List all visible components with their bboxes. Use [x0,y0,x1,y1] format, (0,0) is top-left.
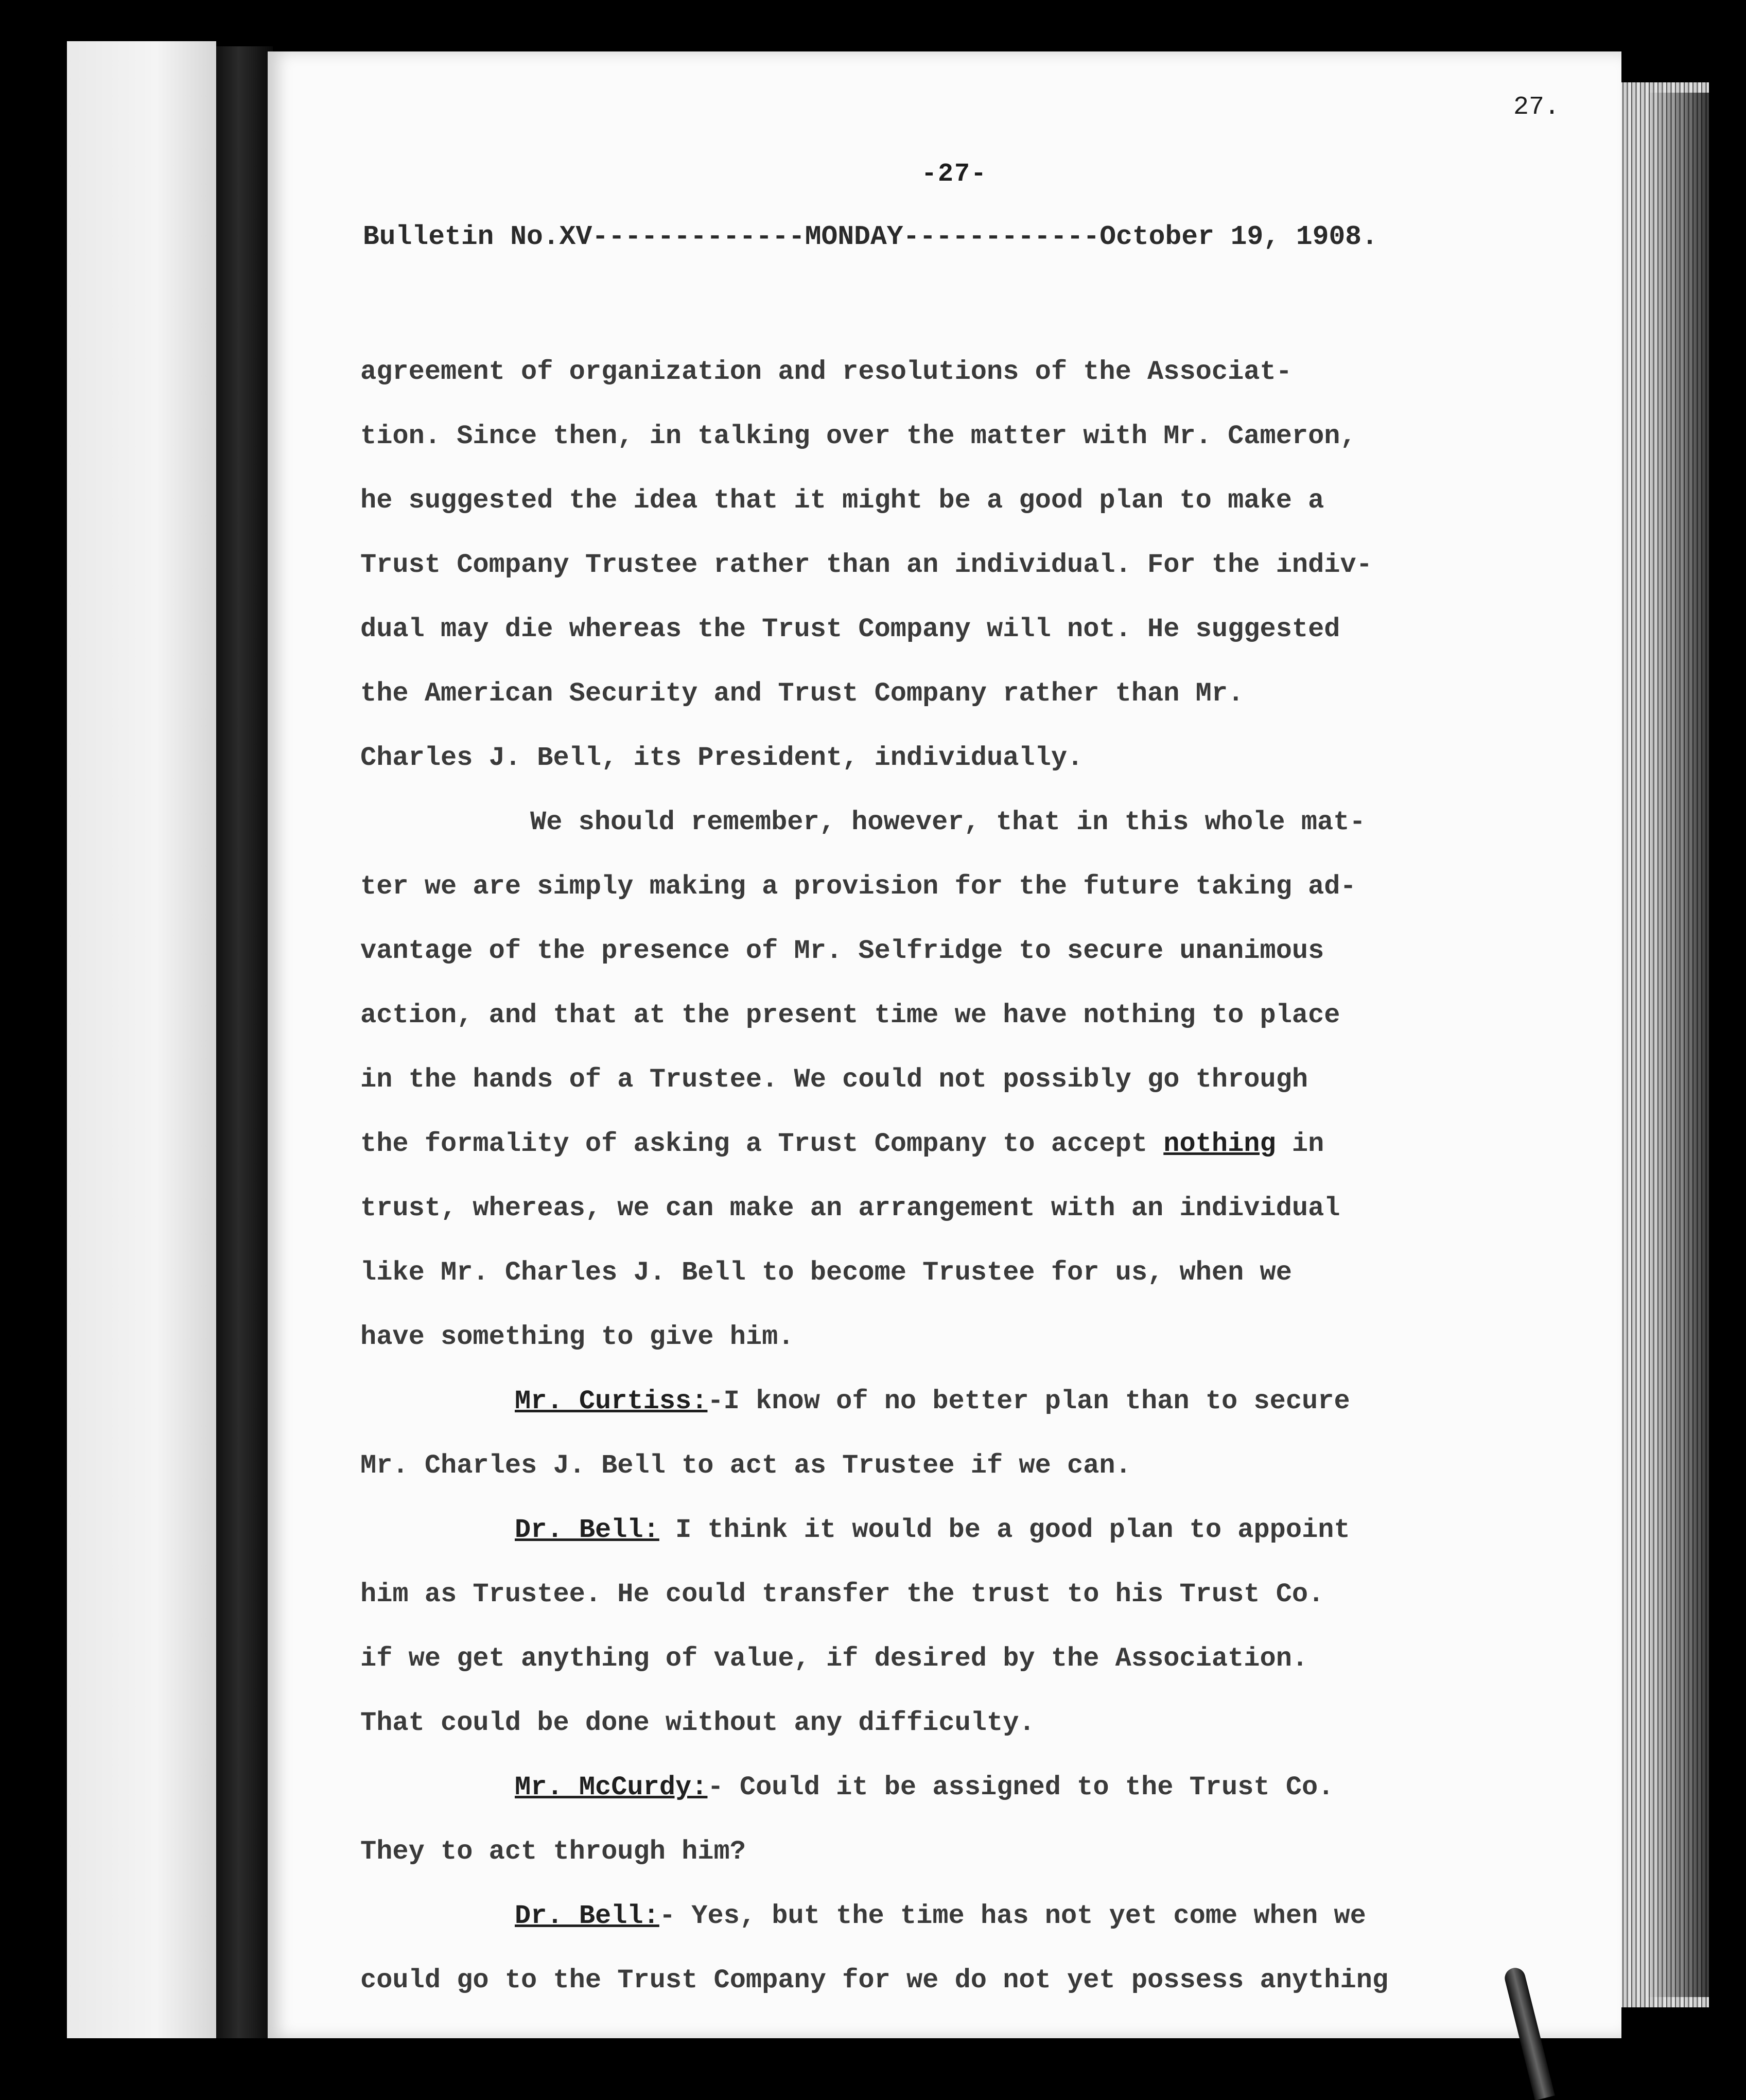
speaker-mccurdy: Mr. McCurdy: [515,1772,708,1802]
text-line: dual may die whereas the Trust Company will not. He suggested [360,614,1340,644]
text-line: in the hands of a Trustee. We could not possibly go through [360,1064,1308,1095]
speech-line [360,1884,1606,1948]
speech-line [360,1369,1606,1433]
emphasis-nothing: nothing [1163,1129,1276,1159]
speaker-bell: Dr. Bell: [515,1515,659,1545]
page-edges-shadow [1647,93,1719,1997]
book-gutter [216,46,273,2038]
text-line: have something to give him. [360,1322,794,1352]
text-line: That could be done without any difficulty. [360,1708,1035,1738]
left-page-sliver [67,41,216,2038]
text-line: Mr. Charles J. Bell to act as Trustee if we can. [360,1450,1131,1481]
text-line: could go to the Trust Company for we do not yet possess anything [360,1965,1389,1996]
text-fragment: the formality of asking a Trust Company to accept [360,1129,1164,1159]
text-line: agreement of organization and resolutions of the Associat- [360,357,1292,387]
text-line: him as Trustee. He could transfer the trust to his Trust Co. [360,1579,1324,1609]
text-line: like Mr. Charles J. Bell to become Trustee for us, when we [360,1257,1292,1288]
speech-line [360,1498,1606,1562]
text-line: action, and that at the present time we have nothing to place [360,1000,1340,1030]
text-line: ter we are simply making a provision for the future taking ad- [360,871,1356,902]
text-fragment: in [1276,1129,1324,1159]
text-line [360,1112,1606,1176]
document-page [268,51,1621,2038]
text-line: Trust Company Trustee rather than an individual. For the indiv- [360,550,1372,580]
text-line: trust, whereas, we can make an arrangement with an individual [360,1193,1340,1223]
speaker-curtiss: Mr. Curtiss: [515,1386,708,1416]
speech-text: - Could it be assigned to the Trust Co. [707,1772,1334,1802]
speech-line [360,1755,1606,1819]
body-text [360,340,1606,2012]
text-line: he suggested the idea that it might be a good plan to make a [360,485,1324,516]
speech-text: I think it would be a good plan to appoint [659,1515,1350,1545]
text-line: the American Security and Trust Company rather than Mr. [360,678,1244,709]
page-number: 27. [1513,93,1560,122]
text-line: Charles J. Bell, its President, individually. [360,743,1084,773]
text-line: vantage of the presence of Mr. Selfridge to secure unanimous [360,936,1324,966]
speech-text: -I know of no better plan than to secure [707,1386,1350,1416]
text-line: if we get anything of value, if desired by the Association. [360,1643,1308,1674]
speech-text: - Yes, but the time has not yet come when we [659,1901,1366,1931]
page-marker: -27- [921,160,988,189]
text-line: They to act through him? [360,1836,746,1867]
text-line: We should remember, however, that in this whole mat- [530,807,1366,837]
text-line: tion. Since then, in talking over the matter with Mr. Cameron, [360,421,1356,451]
speaker-bell: Dr. Bell: [515,1901,659,1931]
bulletin-header: Bulletin No.XV-------------MONDAY------------October 19, 1908. [363,221,1378,252]
